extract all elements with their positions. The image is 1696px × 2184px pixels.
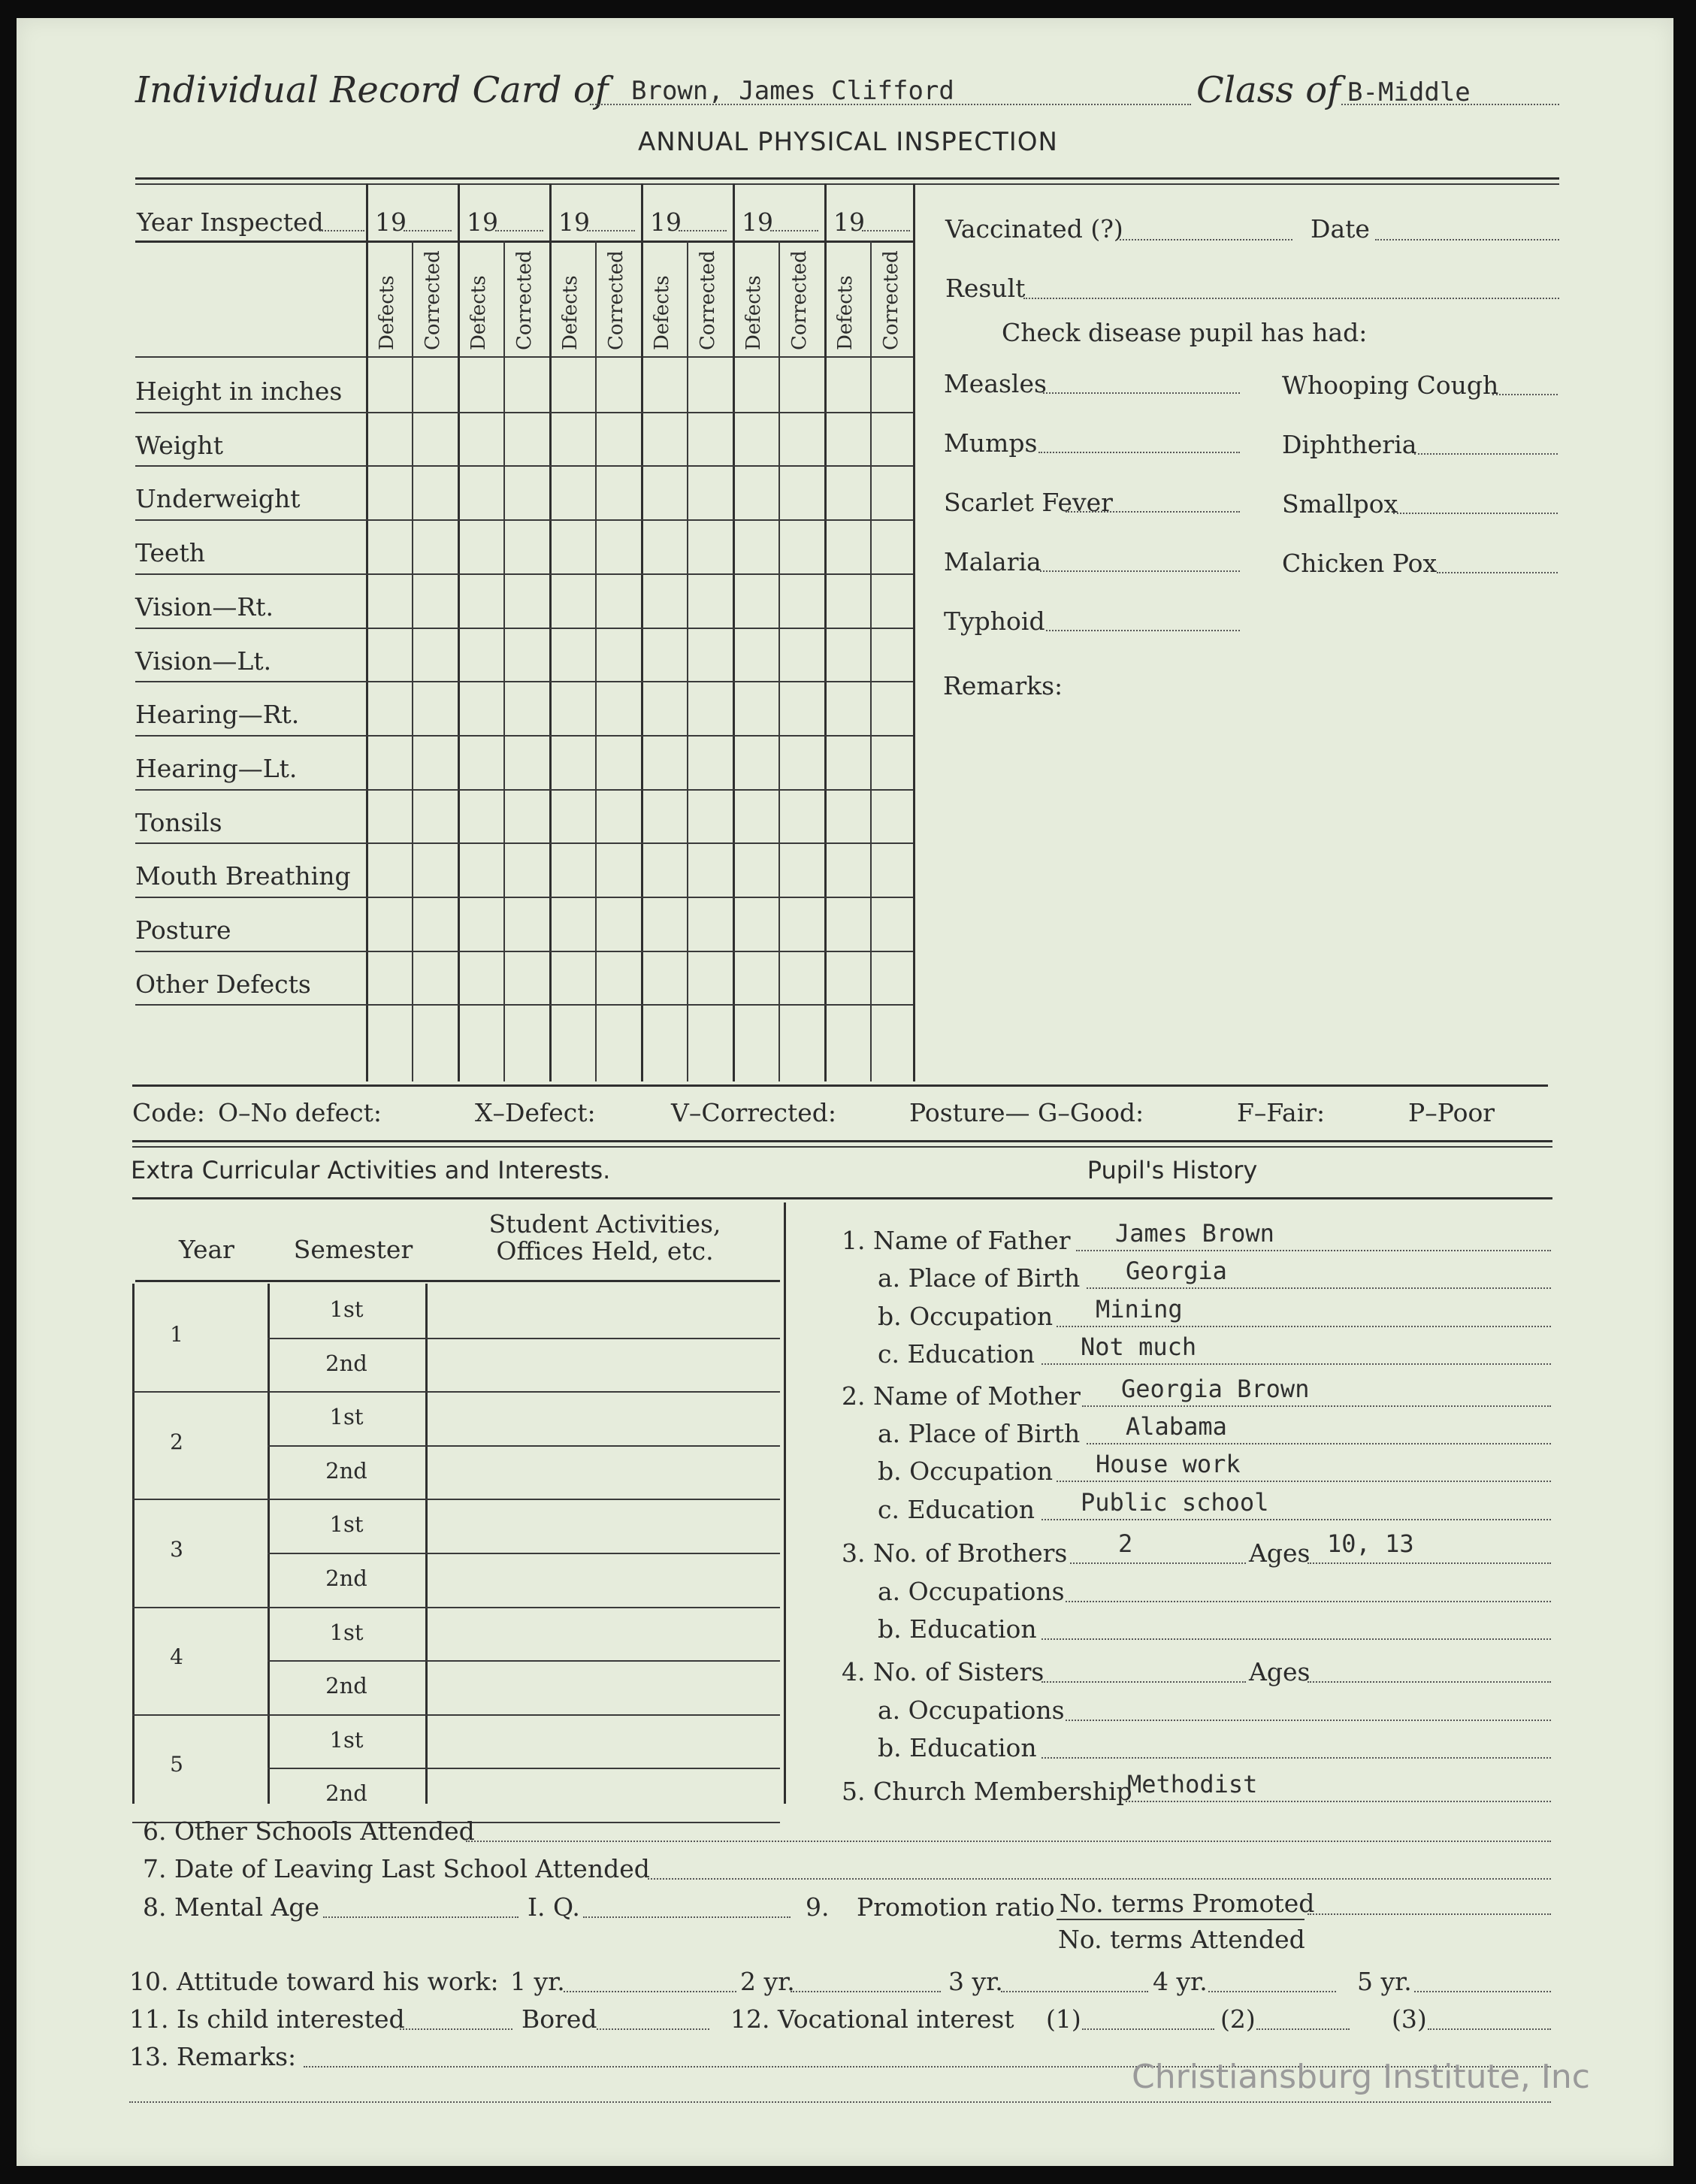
inspection-row-rule [135, 789, 913, 791]
brothers-ages-line [1308, 1562, 1551, 1564]
history-title-rule [784, 1197, 1552, 1199]
inspection-row-label: Posture [135, 915, 231, 945]
inspection-row-label: Tonsils [135, 807, 222, 837]
inspection-row-rule [135, 573, 913, 575]
attitude-year-line [1414, 1991, 1551, 1992]
attitude-year-line [791, 1991, 941, 1992]
corrected-header: Corrected [605, 250, 627, 350]
activities-right-border [784, 1202, 786, 1804]
grid-column-line [503, 240, 505, 1081]
history-fill-line [1087, 1287, 1551, 1289]
activity-semester: 2nd [325, 1565, 367, 1591]
header-rule-bottom [135, 183, 1559, 185]
year-prefix: 19 [742, 207, 773, 237]
grid-column-line [458, 183, 460, 1081]
grid-column-line [824, 183, 827, 1081]
code-rule-top [132, 1084, 1548, 1087]
check-disease-label: Check disease pupil has had: [1002, 318, 1368, 347]
year-fill-line [587, 230, 635, 231]
attitude-year-line [564, 1991, 736, 1992]
defects-header: Defects [559, 275, 582, 350]
history-label: a. Place of Birth [878, 1419, 1081, 1448]
inspection-row-label: Hearing—Rt. [135, 700, 300, 730]
col-year: Year [179, 1235, 234, 1264]
history-label: b. Education [878, 1614, 1037, 1644]
class-label: Class of [1196, 69, 1341, 111]
defects-header: Defects [467, 275, 490, 350]
activity-row-rule [268, 1660, 780, 1662]
activity-semester: 1st [329, 1619, 364, 1645]
inspection-row-label: Height in inches [135, 377, 343, 406]
corrected-header: Corrected [513, 250, 536, 350]
activity-year: 1 [170, 1321, 183, 1347]
grid-column-line [687, 240, 688, 1081]
inspection-row-rule [135, 465, 913, 467]
date-line [1375, 239, 1559, 240]
page-title: ANNUAL PHYSICAL INSPECTION [638, 127, 1058, 157]
vaccinated-label: Vaccinated (?) [945, 214, 1123, 244]
activity-row-rule [268, 1768, 780, 1769]
bored-label: Bored [521, 2004, 597, 2034]
history-value: Methodist [1127, 1770, 1258, 1798]
code-no-defect: O–No defect: [218, 1098, 382, 1127]
terms-attended: No. terms Attended [1058, 1925, 1305, 1954]
activity-row-rule [132, 1391, 780, 1393]
attitude-year-label: 5 yr. [1357, 1967, 1412, 1996]
grid-column-line [595, 240, 597, 1081]
disease-check-line [1437, 572, 1558, 573]
defects-header: Defects [651, 275, 673, 350]
remarks-line-2 [129, 2101, 1551, 2103]
activity-semester: 1st [329, 1296, 364, 1322]
terms-promoted: No. terms Promoted [1060, 1889, 1315, 1918]
inspection-row-rule [135, 519, 913, 521]
code-posture: Posture— G–Good: [909, 1098, 1144, 1127]
activity-semester: 1st [329, 1511, 364, 1538]
disease-label: Smallpox [1282, 489, 1398, 519]
code-rule-mid [132, 1140, 1552, 1142]
col-activities-1: Student Activities, [488, 1209, 721, 1239]
inspection-row-label: Other Defects [135, 969, 311, 999]
defects-header: Defects [742, 275, 765, 350]
history-value: James Brown [1115, 1219, 1274, 1248]
class-value: B-Middle [1347, 77, 1471, 107]
disease-check-line [1046, 630, 1240, 631]
activity-semester: 2nd [325, 1350, 367, 1376]
corrected-header: Corrected [788, 250, 811, 350]
vocational-2-line [1256, 2028, 1350, 2030]
grid-left-border [366, 183, 368, 1081]
history-fill-line [1087, 1443, 1551, 1444]
inspection-row-label: Underweight [135, 484, 301, 514]
history-fill-line [1066, 1601, 1551, 1602]
remarks-label: 13. Remarks: [129, 2042, 297, 2071]
corrected-header: Corrected [697, 250, 719, 350]
activity-row-rule [132, 1499, 780, 1500]
year-fill-line [404, 230, 452, 231]
history-fill-line [1041, 1519, 1551, 1520]
vocational-2: (2) [1220, 2004, 1256, 2034]
vocational-1-line [1082, 2028, 1214, 2030]
disease-check-line [1038, 452, 1240, 453]
pupil-name: Brown, James Clifford [631, 76, 954, 106]
year-prefix: 19 [375, 207, 407, 237]
interested-line [400, 2028, 512, 2030]
promotion-line [1308, 1913, 1551, 1915]
activities-header-rule [135, 1280, 780, 1282]
activity-semester: 1st [329, 1726, 364, 1753]
grid-column-line [733, 183, 735, 1081]
corrected-header: Corrected [422, 250, 444, 350]
activity-semester: 1st [329, 1404, 364, 1430]
vocational-3: (3) [1392, 2004, 1427, 2034]
year-fill-line [495, 230, 543, 231]
history-label: c. Education [878, 1339, 1035, 1369]
grid-column-line [778, 240, 780, 1081]
inspection-row-label: Hearing—Lt. [135, 753, 298, 783]
activity-row-rule [268, 1445, 780, 1447]
attitude-year-line [1001, 1991, 1148, 1992]
inspection-row-label: Vision—Rt. [135, 591, 274, 622]
grid-column-line [641, 183, 643, 1081]
inspection-row-rule [135, 681, 913, 682]
brothers-value: 2 [1118, 1529, 1133, 1558]
defects-header: Defects [834, 275, 857, 350]
attitude-label: 10. Attitude toward his work: [129, 1967, 499, 1996]
sisters-label: 4. No. of Sisters [842, 1657, 1045, 1686]
disease-check-line [1040, 570, 1240, 572]
disease-check-line [1393, 513, 1558, 514]
activity-row-rule [268, 1338, 780, 1339]
code-fair: F–Fair: [1237, 1098, 1326, 1127]
inspection-row-label: Weight [135, 430, 223, 460]
mental-age-line [323, 1916, 518, 1918]
history-value: Georgia Brown [1121, 1375, 1310, 1403]
activity-row-rule [132, 1607, 780, 1608]
year-inspected-label: Year Inspected [137, 207, 324, 237]
history-fill-line [1066, 1720, 1551, 1721]
history-label: 2. Name of Mother [842, 1381, 1081, 1411]
attitude-year-label: 2 yr. [740, 1967, 795, 1996]
result-label: Result [945, 274, 1026, 303]
disease-label: Measles [944, 369, 1047, 398]
inspection-right-border [913, 183, 915, 1081]
activity-year: 2 [170, 1429, 183, 1454]
brothers-ages-label: Ages [1249, 1538, 1311, 1568]
attitude-year-label: 4 yr. [1153, 1967, 1208, 1996]
fraction-bar [1057, 1919, 1304, 1920]
history-fill-line [1057, 1481, 1551, 1482]
disease-check-line [1043, 392, 1240, 394]
grid-column-line [412, 240, 413, 1081]
history-fill-line [1126, 1801, 1551, 1802]
sisters-line [1041, 1681, 1246, 1683]
disease-label: Scarlet Fever [944, 488, 1113, 517]
brothers-line [1070, 1562, 1246, 1564]
grid-column-line [549, 183, 552, 1081]
iq-label: I. Q. [528, 1892, 580, 1922]
sisters-ages-line [1308, 1681, 1551, 1683]
grid-column-line [870, 240, 872, 1081]
year-prefix: 19 [558, 207, 590, 237]
date-leaving-label: 7. Date of Leaving Last School Attended [143, 1854, 650, 1883]
other-schools-label: 6. Other Schools Attended [143, 1816, 475, 1846]
disease-check-line [1414, 453, 1558, 455]
disease-label: Chicken Pox [1282, 549, 1438, 578]
vocational-1: (1) [1046, 2004, 1081, 2034]
history-value: Mining [1096, 1295, 1183, 1323]
attitude-year-label: 1 yr. [510, 1967, 565, 1996]
defects-header: Defects [376, 275, 398, 350]
disease-label: Malaria [944, 547, 1041, 576]
iq-line [583, 1916, 791, 1918]
semester-column-line [425, 1284, 428, 1804]
result-line [1023, 298, 1559, 299]
corrected-header: Corrected [880, 250, 902, 350]
year-header-rule [135, 240, 913, 243]
activity-year: 3 [170, 1537, 183, 1562]
card-label: Individual Record Card of [135, 69, 609, 111]
history-label: c. Education [878, 1495, 1035, 1524]
inspection-row-rule [135, 735, 913, 737]
code-defect: X–Defect: [475, 1098, 596, 1127]
history-title: Pupil's History [1087, 1156, 1258, 1184]
history-value: Georgia [1126, 1257, 1227, 1285]
history-label: 1. Name of Father [842, 1226, 1071, 1255]
watermark: Christiansburg Institute, Inc [1132, 2058, 1590, 2096]
history-fill-line [1076, 1250, 1551, 1251]
header-rule-top [135, 177, 1559, 180]
disease-label: Mumps [944, 428, 1038, 458]
vocational-3-line [1428, 2028, 1551, 2030]
history-fill-line [1041, 1363, 1551, 1365]
history-label: b. Occupation [878, 1302, 1054, 1331]
sisters-ages-label: Ages [1249, 1657, 1311, 1686]
history-value: Alabama [1126, 1412, 1227, 1441]
year-prefix: 19 [650, 207, 682, 237]
history-fill-line [1041, 1638, 1551, 1640]
code-rule-bottom [132, 1146, 1552, 1148]
year-prefix: 19 [833, 207, 865, 237]
attitude-year-label: 3 yr. [948, 1967, 1003, 1996]
disease-check-line [1066, 511, 1240, 513]
vaccinated-line [1120, 239, 1292, 240]
history-value: House work [1096, 1450, 1241, 1478]
history-label: a. Occupations [878, 1577, 1065, 1606]
col-activities-2: Offices Held, etc. [496, 1236, 714, 1266]
code-label: Code: [132, 1098, 205, 1127]
code-poor: P–Poor [1408, 1098, 1495, 1127]
activities-left-border [132, 1284, 135, 1804]
disease-label: Typhoid [944, 606, 1045, 636]
activity-row-rule [268, 1553, 780, 1554]
activity-semester: 2nd [325, 1673, 367, 1699]
inspection-row-rule [135, 951, 913, 952]
year-prefix: 19 [467, 207, 498, 237]
history-fill-line [1057, 1326, 1551, 1327]
vocational-label: 12. Vocational interest [730, 2004, 1014, 2034]
disease-label: Diphtheria [1282, 430, 1417, 459]
activity-semester: 2nd [325, 1457, 367, 1484]
history-value: Public school [1081, 1488, 1269, 1517]
history-fill-line [1082, 1405, 1551, 1407]
promotion-label: Promotion ratio [857, 1892, 1055, 1922]
inspection-row-rule [135, 842, 913, 844]
other-schools-line [466, 1841, 1551, 1842]
year-fill-line [679, 230, 727, 231]
history-fill-line [1041, 1757, 1551, 1759]
activities-title-rule [132, 1197, 786, 1199]
year-fill-line [862, 230, 910, 231]
inspection-row-rule [135, 897, 913, 898]
history-label: a. Place of Birth [878, 1263, 1081, 1293]
disease-label: Whooping Cough [1282, 371, 1499, 400]
activity-row-rule [132, 1714, 780, 1716]
activity-year: 5 [170, 1752, 183, 1777]
col-semester: Semester [293, 1235, 413, 1264]
code-corrected: V–Corrected: [671, 1098, 837, 1127]
brothers-label: 3. No. of Brothers [842, 1538, 1068, 1568]
inspection-row-rule [135, 628, 913, 629]
history-label: b. Occupation [878, 1457, 1054, 1486]
inspection-row-rule [135, 412, 913, 413]
interested-label: 11. Is child interested [129, 2004, 405, 2034]
disease-check-line [1492, 394, 1558, 395]
bored-line [597, 2028, 709, 2030]
mental-age-label: 8. Mental Age [143, 1892, 320, 1922]
subheader-rule [135, 356, 913, 358]
history-value: Not much [1081, 1332, 1197, 1361]
promotion-number: 9. [806, 1892, 830, 1922]
remarks-label: Remarks: [943, 671, 1063, 700]
year-label-dots [319, 230, 364, 231]
attitude-year-line [1208, 1991, 1336, 1992]
activities-title: Extra Curricular Activities and Interests. [131, 1156, 611, 1184]
inspection-row-rule [135, 1004, 913, 1006]
history-label: 5. Church Membership [842, 1777, 1132, 1806]
inspection-row-label: Vision—Lt. [135, 646, 272, 676]
history-label: a. Occupations [878, 1695, 1065, 1725]
brothers-ages-value: 10, 13 [1327, 1529, 1414, 1558]
history-label: b. Education [878, 1733, 1037, 1762]
activity-year: 4 [170, 1644, 183, 1670]
inspection-row-label: Teeth [135, 538, 206, 568]
date-label: Date [1311, 214, 1370, 244]
year-fill-line [770, 230, 818, 231]
inspection-row-label: Mouth Breathing [135, 861, 351, 891]
activity-semester: 2nd [325, 1780, 367, 1807]
date-leaving-line [648, 1878, 1551, 1880]
